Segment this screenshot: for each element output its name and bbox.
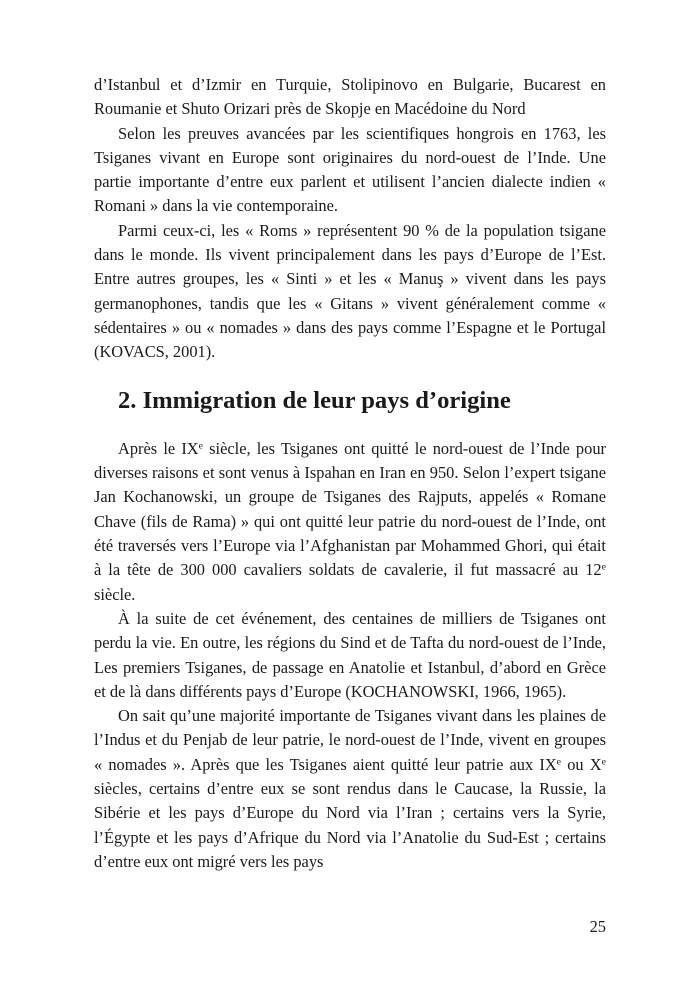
superscript: e bbox=[601, 756, 606, 768]
superscript: e bbox=[601, 561, 606, 573]
text-run: siècle, les Tsiganes ont quitté le nord-ouest de l’Inde pour diverses raisons et sont venus à Ispahan en Iran en 950. Selon l’expert tsigane Jan Kochanowski, un groupe de Tsiganes des Rajputs, appelés « Romane Chave (fils de Rama) » qui ont quitté leur patrie du nord-ouest de l’Inde, ont été traversés vers l’Europe via l’Afghanistan par Mohammed Ghori, qui était à la tête de 300 000 cavaliers soldats de cavalerie, il fut massacré au 12 bbox=[94, 438, 606, 580]
section-heading: 2. Immigration de leur pays d’origine bbox=[118, 386, 511, 414]
page-number: 25 bbox=[589, 917, 606, 936]
paragraph-migration-routes bbox=[94, 704, 606, 874]
text-run: siècles, certains d’entre eux se sont rendus dans le Caucase, la Russie, la Sibérie et les pays d’Europe du Nord via l’Iran ; certains vers la Syrie, l’Égypte et les pays d’Afrique du Nord via l’Anatolie du Sud-Est ; certains d’entre eux ont migré vers les pays bbox=[94, 779, 606, 871]
paragraph-groups: Parmi ceux-ci, les « Roms » représentent 90 % de la population tsigane dans le monde. Ils vivent principalement dans les pays d’Europe de l’Est. Entre autres groupes, les « Sinti » et les « Manuş » vivent dans les pays germanophones, tandis que les « Gitans » vivent généralement comme « sédentaires » ou « nomades » dans des pays comme l’Espagne et le Portugal (KOVACS, 2001). bbox=[94, 220, 606, 362]
paragraph-departure bbox=[94, 437, 606, 607]
text-run: On sait qu’une majorité importante de Tsiganes vivant dans les plaines de l’Indus et du Penjab de leur patrie, le nord-ouest de l’Inde, vivent en groupes « nomades ». Après que les Tsiganes aient quitté leur patrie aux IX bbox=[94, 706, 606, 774]
paragraph-origins: Selon les preuves avancées par les scientifiques hongrois en 1763, les Tsiganes vivant en Europe sont originaires du nord-ouest de l’Inde. Une partie importante d’entre eux parlent et utilisent l’ancien dialecte indien « Romani » dans la vie contemporaine. bbox=[94, 123, 606, 216]
text-run: ou X bbox=[561, 754, 602, 774]
text-run: Après le IX bbox=[118, 438, 199, 458]
superscript: e bbox=[556, 756, 562, 768]
paragraph-aftermath: À la suite de cet événement, des centaines de milliers de Tsiganes ont perdu la vie. En outre, les régions du Sind et de Tafta du nord-ouest de l’Inde, Les premiers Tsiganes, de passage en Anatolie et Istanbul, d’abord en Grèce et de là dans différents pays d’Europe (KOCHANOWSKI, 1966, 1965). bbox=[94, 608, 606, 701]
text-run: siècle. bbox=[94, 584, 136, 604]
superscript: e bbox=[198, 440, 203, 452]
page-body bbox=[94, 73, 606, 874]
paragraph-continuation: d’Istanbul et d’Izmir en Turquie, Stolipinovo en Bulgarie, Bucarest en Roumanie et Shuto Orizari près de Skopje en Macédoine du Nord bbox=[94, 75, 606, 119]
